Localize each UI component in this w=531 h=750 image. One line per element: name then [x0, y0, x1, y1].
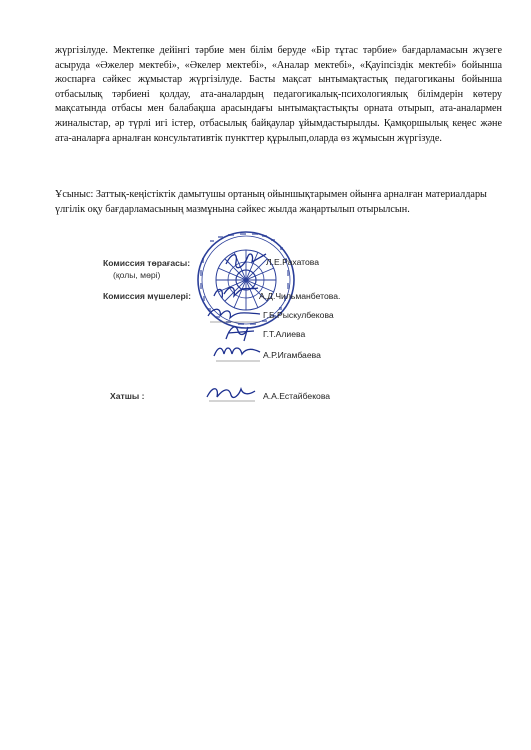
member-signature-icon — [220, 321, 260, 343]
member-name: Г.Т.Алиева — [263, 329, 306, 339]
commission-chair-sublabel: (қолы, мөрі) — [113, 270, 161, 280]
commission-chair-label: Комиссия төрағасы: — [103, 258, 191, 268]
recommendation-paragraph: Ұсыныс: Заттық-кеңістіктік дамытушы ортаның ойыншықтарымен ойынға арналған материалдары үлгілік оқу бағдарламасының мазмұнына сәйкес жылда жаңартылып отырылсын. — [55, 189, 487, 215]
commission-chair-name: Л.Е.Рахатова — [266, 257, 320, 267]
member-name: А.Д.Чильманбетова. — [259, 291, 341, 301]
member-signature-icon — [212, 282, 262, 304]
secretary-label: Хатшы : — [110, 391, 145, 401]
secretary-signature-icon — [205, 383, 257, 405]
chair-signature-icon — [224, 248, 268, 270]
member-signature-icon — [212, 342, 262, 364]
commission-members-label: Комиссия мүшелері: — [103, 291, 191, 301]
member-name: А.Р.Игамбаева — [263, 350, 321, 360]
secretary-name: А.А.Естайбекова — [263, 391, 331, 401]
body-paragraph: жүргізілуде. Мектепке дейінгі тәрбие мен білім беруде «Бір тұтас тәрбие» бағдарламасын жүзеге асыруда «Әжелер мектебі», «Әкелер мектебі», «Аналар мектебі», «Қауіпсіздік мектебі» бойынша жоспарға сәйкес жұмыстар жүргізілуде. Басты мақсат ынтымақтастық педагогиканы бойынша отбасылық тәрбиені қолдау, ата-аналардың педагогикалық-психологиялық білімдерін көтеру мақсатында отбасы мен балабақша арасындағы ынтымақтастықты орната отырып, ата-аналармен жиналыстар, әр түрлі игі істер, отбасылық байқаулар ұйымдастырылды. Қамқоршылық кеңес және ата-аналарға арналған консультативтік пункттер құрылып,оларда өз жұмысын жүргізуде. — [55, 45, 502, 144]
member-name: Г.Б.Рыскулбекова — [263, 310, 334, 320]
